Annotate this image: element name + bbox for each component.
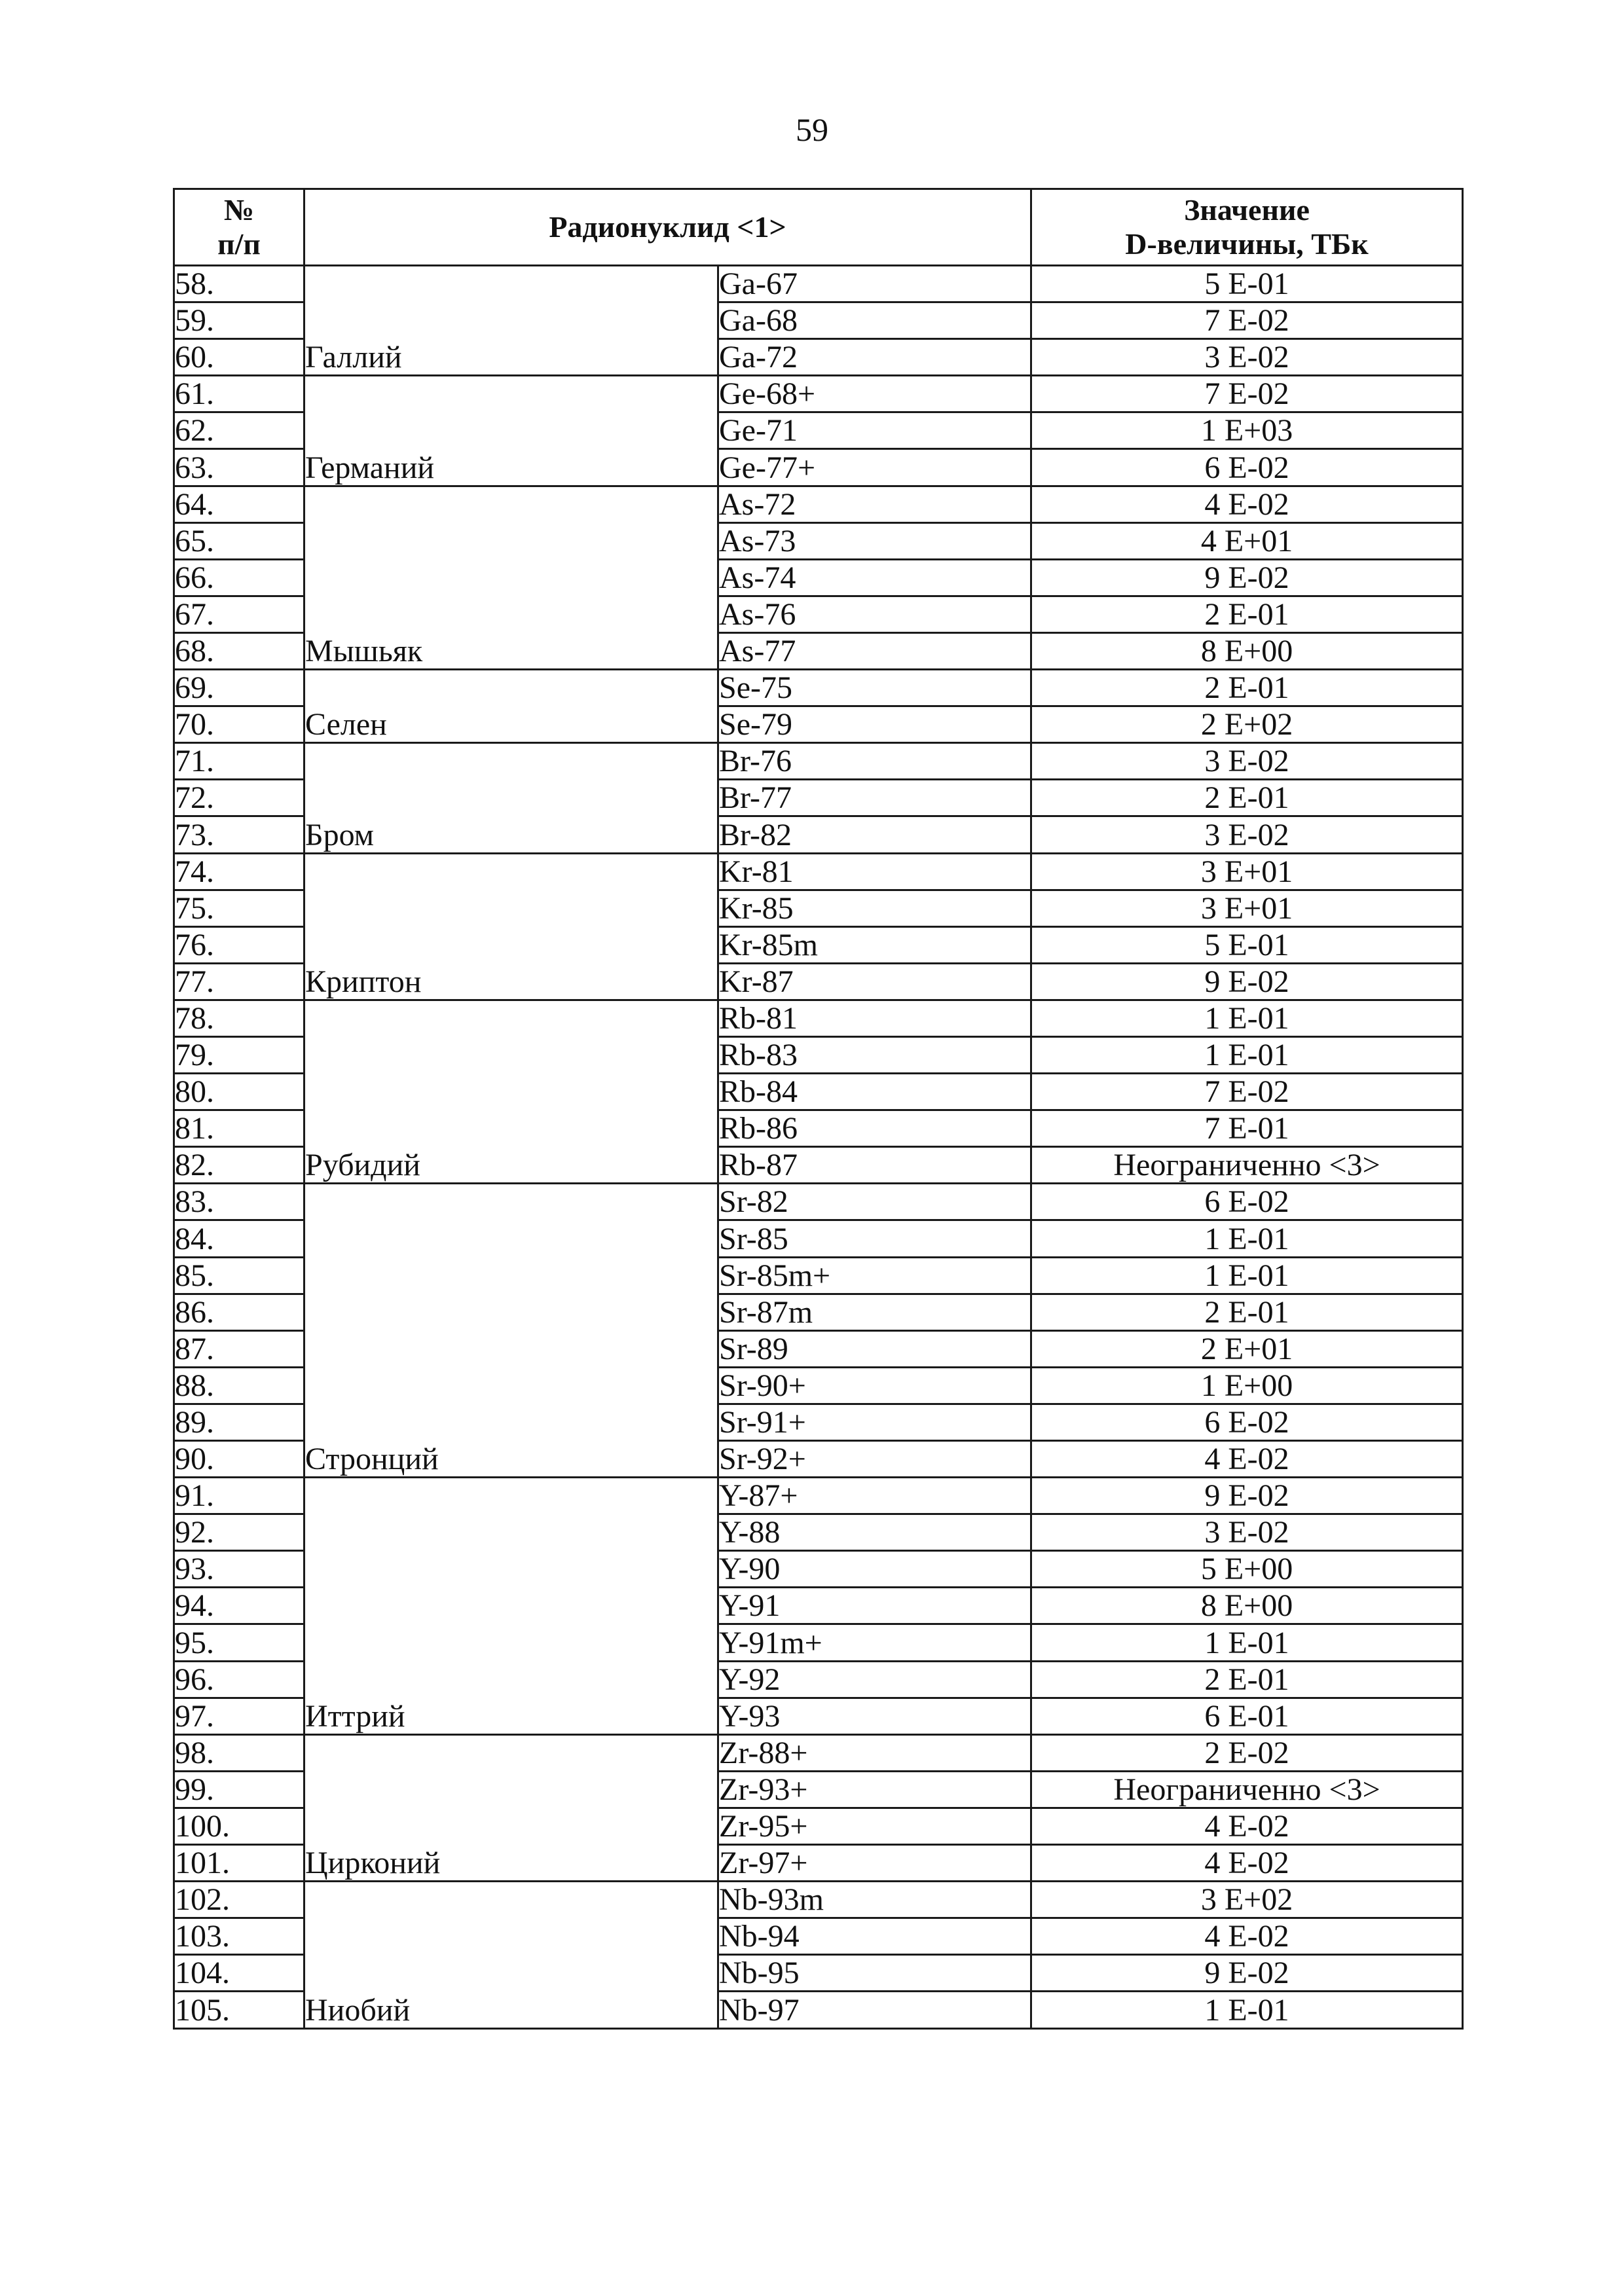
row-number: 102.: [174, 1882, 304, 1918]
row-number: 93.: [174, 1551, 304, 1588]
nuclide-name: Sr-90+: [718, 1367, 1031, 1404]
nuclide-name: Kr-85m: [718, 926, 1031, 963]
row-number: 101.: [174, 1845, 304, 1882]
d-value: 1 E-01: [1031, 1624, 1463, 1661]
d-value: 5 E-01: [1031, 926, 1463, 963]
d-value: 3 E-02: [1031, 816, 1463, 853]
row-number: 73.: [174, 816, 304, 853]
page-number: 59: [796, 111, 828, 148]
table-row: [174, 670, 1463, 706]
d-value: 8 E+00: [1031, 632, 1463, 669]
row-number: 87.: [174, 1330, 304, 1367]
row-number: 84.: [174, 1220, 304, 1257]
nuclide-name: Sr-92+: [718, 1441, 1031, 1478]
nuclide-name: Ge-71: [718, 412, 1031, 449]
nuclide-name: As-73: [718, 522, 1031, 559]
table-row: [174, 376, 1463, 412]
header-d-value: Значение D-величины, ТБк: [1031, 189, 1463, 266]
nuclide-name: Sr-85: [718, 1220, 1031, 1257]
d-value: 4 E+01: [1031, 522, 1463, 559]
d-value: 8 E+00: [1031, 1588, 1463, 1624]
d-value: 2 E+01: [1031, 1330, 1463, 1367]
nuclide-name: Sr-85m+: [718, 1257, 1031, 1294]
nuclide-name: Br-82: [718, 816, 1031, 853]
d-value: 5 E-01: [1031, 266, 1463, 302]
nuclide-name: Kr-85: [718, 890, 1031, 926]
table-body: [174, 266, 1463, 2029]
row-number: 65.: [174, 522, 304, 559]
header-radionuclide: Радионуклид <1>: [304, 189, 1031, 266]
element-name: Германий: [304, 376, 718, 486]
row-number: 74.: [174, 853, 304, 890]
nuclide-name: Zr-88+: [718, 1734, 1031, 1771]
table-row: [174, 266, 1463, 302]
nuclide-name: Rb-87: [718, 1147, 1031, 1184]
table-row: [174, 743, 1463, 780]
d-value: 7 E-02: [1031, 302, 1463, 339]
nuclide-name: As-76: [718, 596, 1031, 632]
d-value: 5 E+00: [1031, 1551, 1463, 1588]
row-number: 79.: [174, 1036, 304, 1073]
nuclide-name: Br-77: [718, 780, 1031, 816]
d-value: 2 E-01: [1031, 1661, 1463, 1698]
row-number: 81.: [174, 1110, 304, 1147]
nuclide-name: Rb-84: [718, 1074, 1031, 1110]
row-number: 66.: [174, 559, 304, 596]
d-value: Неограниченно <3>: [1031, 1771, 1463, 1808]
element-name: Стронций: [304, 1184, 718, 1478]
nuclide-name: Sr-87m: [718, 1294, 1031, 1330]
row-number: 75.: [174, 890, 304, 926]
d-value: 1 E-01: [1031, 1000, 1463, 1036]
row-number: 82.: [174, 1147, 304, 1184]
d-value: 7 E-02: [1031, 376, 1463, 412]
row-number: 71.: [174, 743, 304, 780]
nuclide-name: Zr-93+: [718, 1771, 1031, 1808]
row-number: 104.: [174, 1955, 304, 1992]
d-value: 1 E-01: [1031, 1220, 1463, 1257]
row-number: 63.: [174, 449, 304, 486]
nuclide-name: Y-91m+: [718, 1624, 1031, 1661]
d-value: 3 E-02: [1031, 339, 1463, 376]
row-number: 96.: [174, 1661, 304, 1698]
nuclide-name: Ga-72: [718, 339, 1031, 376]
d-value: 2 E+02: [1031, 706, 1463, 743]
element-name: Бром: [304, 743, 718, 853]
nuclide-name: Kr-87: [718, 963, 1031, 1000]
table-row: [174, 486, 1463, 522]
nuclide-name: Sr-89: [718, 1330, 1031, 1367]
row-number: 72.: [174, 780, 304, 816]
d-value: 9 E-02: [1031, 1955, 1463, 1992]
row-number: 76.: [174, 926, 304, 963]
row-number: 92.: [174, 1514, 304, 1551]
nuclide-name: Nb-93m: [718, 1882, 1031, 1918]
row-number: 91.: [174, 1478, 304, 1514]
radionuclide-table: [173, 188, 1464, 2030]
row-number: 59.: [174, 302, 304, 339]
nuclide-name: Se-79: [718, 706, 1031, 743]
nuclide-name: Sr-91+: [718, 1404, 1031, 1440]
element-name: Селен: [304, 670, 718, 743]
table-row: [174, 1478, 1463, 1514]
row-number: 86.: [174, 1294, 304, 1330]
row-number: 95.: [174, 1624, 304, 1661]
nuclide-name: Y-90: [718, 1551, 1031, 1588]
d-value: 1 E-01: [1031, 1257, 1463, 1294]
d-value: 2 E-01: [1031, 670, 1463, 706]
nuclide-name: Zr-95+: [718, 1808, 1031, 1844]
element-name: Иттрий: [304, 1478, 718, 1735]
nuclide-name: Y-92: [718, 1661, 1031, 1698]
d-value: 2 E-01: [1031, 780, 1463, 816]
row-number: 69.: [174, 670, 304, 706]
d-value: 6 E-02: [1031, 449, 1463, 486]
row-number: 103.: [174, 1918, 304, 1955]
row-number: 90.: [174, 1441, 304, 1478]
d-value: 4 E-02: [1031, 486, 1463, 522]
row-number: 64.: [174, 486, 304, 522]
d-value: 6 E-02: [1031, 1404, 1463, 1440]
nuclide-name: Y-93: [718, 1698, 1031, 1734]
row-number: 70.: [174, 706, 304, 743]
d-value: 6 E-02: [1031, 1184, 1463, 1220]
d-value: 1 E+03: [1031, 412, 1463, 449]
d-value: 1 E-01: [1031, 1036, 1463, 1073]
nuclide-name: Y-87+: [718, 1478, 1031, 1514]
row-number: 89.: [174, 1404, 304, 1440]
d-value: 9 E-02: [1031, 963, 1463, 1000]
nuclide-name: Y-88: [718, 1514, 1031, 1551]
nuclide-name: Nb-94: [718, 1918, 1031, 1955]
nuclide-name: Sr-82: [718, 1184, 1031, 1220]
row-number: 88.: [174, 1367, 304, 1404]
d-value: 6 E-01: [1031, 1698, 1463, 1734]
d-value: 9 E-02: [1031, 559, 1463, 596]
row-number: 62.: [174, 412, 304, 449]
table-row: [174, 1184, 1463, 1220]
d-value: 2 E-01: [1031, 596, 1463, 632]
d-value: 1 E+00: [1031, 1367, 1463, 1404]
row-number: 77.: [174, 963, 304, 1000]
table-row: [174, 853, 1463, 890]
d-value: 3 E-02: [1031, 1514, 1463, 1551]
nuclide-name: Ga-68: [718, 302, 1031, 339]
d-value: 7 E-01: [1031, 1110, 1463, 1147]
row-number: 67.: [174, 596, 304, 632]
row-number: 100.: [174, 1808, 304, 1844]
row-number: 78.: [174, 1000, 304, 1036]
nuclide-name: Rb-83: [718, 1036, 1031, 1073]
table-row: [174, 1734, 1463, 1771]
nuclide-name: As-77: [718, 632, 1031, 669]
d-value: 3 E-02: [1031, 743, 1463, 780]
row-number: 60.: [174, 339, 304, 376]
nuclide-name: Br-76: [718, 743, 1031, 780]
d-value: 4 E-02: [1031, 1808, 1463, 1844]
nuclide-name: Kr-81: [718, 853, 1031, 890]
nuclide-name: Rb-86: [718, 1110, 1031, 1147]
row-number: 61.: [174, 376, 304, 412]
table-row: [174, 1882, 1463, 1918]
row-number: 80.: [174, 1074, 304, 1110]
header-number: № п/п: [174, 189, 304, 266]
nuclide-name: Y-91: [718, 1588, 1031, 1624]
nuclide-name: Ge-68+: [718, 376, 1031, 412]
row-number: 98.: [174, 1734, 304, 1771]
nuclide-name: Nb-95: [718, 1955, 1031, 1992]
table-row: [174, 1000, 1463, 1036]
d-value: 9 E-02: [1031, 1478, 1463, 1514]
d-value: 4 E-02: [1031, 1441, 1463, 1478]
d-value: Неограниченно <3>: [1031, 1147, 1463, 1184]
row-number: 83.: [174, 1184, 304, 1220]
row-number: 97.: [174, 1698, 304, 1734]
element-name: Галлий: [304, 266, 718, 376]
d-value: 3 E+02: [1031, 1882, 1463, 1918]
d-value: 1 E-01: [1031, 1992, 1463, 2028]
nuclide-name: Ge-77+: [718, 449, 1031, 486]
nuclide-name: Zr-97+: [718, 1845, 1031, 1882]
element-name: Мышьяк: [304, 486, 718, 669]
row-number: 105.: [174, 1992, 304, 2028]
row-number: 85.: [174, 1257, 304, 1294]
d-value: 3 E+01: [1031, 890, 1463, 926]
d-value: 7 E-02: [1031, 1074, 1463, 1110]
element-name: Рубидий: [304, 1000, 718, 1183]
row-number: 94.: [174, 1588, 304, 1624]
element-name: Ниобий: [304, 1882, 718, 2028]
row-number: 68.: [174, 632, 304, 669]
nuclide-name: As-72: [718, 486, 1031, 522]
nuclide-name: Ga-67: [718, 266, 1031, 302]
table-header-row: [174, 189, 1463, 266]
nuclide-name: Nb-97: [718, 1992, 1031, 2028]
element-name: Цирконий: [304, 1734, 718, 1881]
nuclide-name: As-74: [718, 559, 1031, 596]
nuclide-name: Rb-81: [718, 1000, 1031, 1036]
row-number: 99.: [174, 1771, 304, 1808]
d-value: 4 E-02: [1031, 1918, 1463, 1955]
nuclide-name: Se-75: [718, 670, 1031, 706]
element-name: Криптон: [304, 853, 718, 1000]
d-value: 3 E+01: [1031, 853, 1463, 890]
d-value: 2 E-01: [1031, 1294, 1463, 1330]
d-value: 2 E-02: [1031, 1734, 1463, 1771]
row-number: 58.: [174, 266, 304, 302]
d-value: 4 E-02: [1031, 1845, 1463, 1882]
